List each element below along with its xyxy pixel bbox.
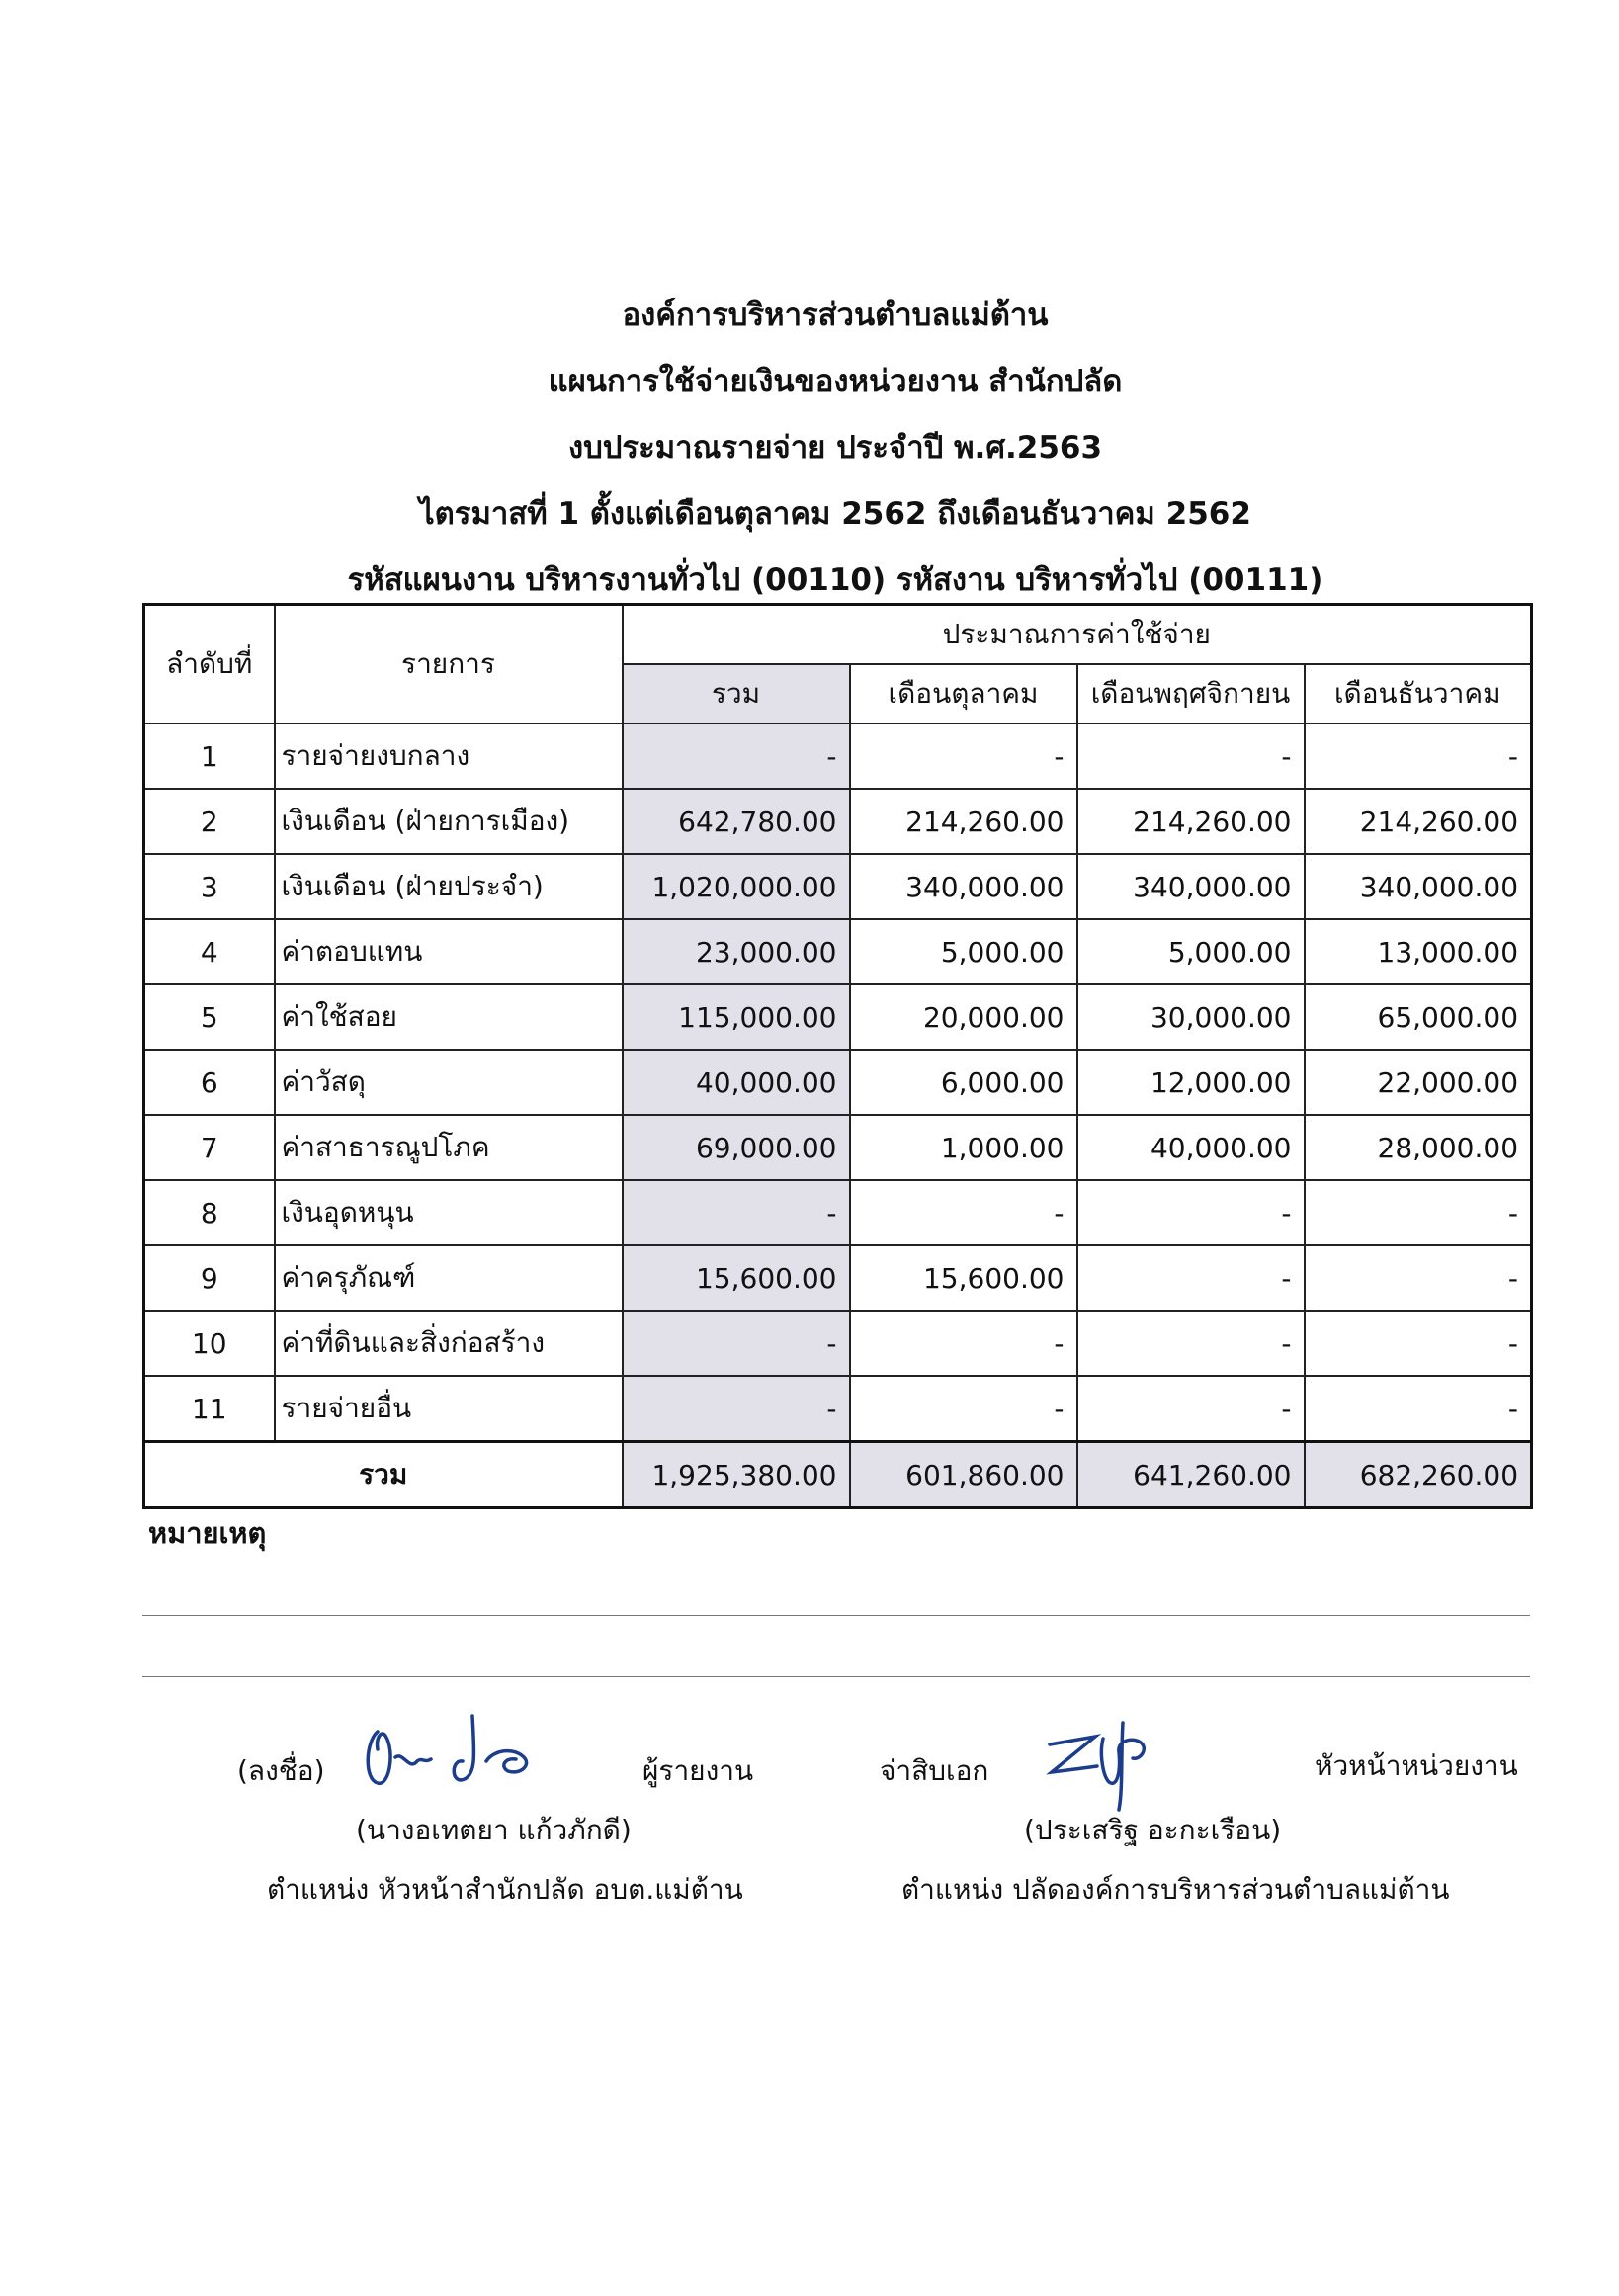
- row-item: เงินอุดหนุน: [275, 1180, 623, 1245]
- header-index: ลำดับที่: [144, 605, 275, 724]
- row-nov: -: [1077, 1376, 1305, 1442]
- row-total: 15,600.00: [623, 1245, 850, 1311]
- row-index: 8: [144, 1180, 275, 1245]
- row-item: รายจ่ายงบกลาง: [275, 723, 623, 789]
- row-index: 11: [144, 1376, 275, 1442]
- org-title: องค์การบริหารส่วนตำบลแม่ต้าน: [622, 298, 1049, 333]
- row-item: ค่าที่ดินและสิ่งก่อสร้าง: [275, 1311, 623, 1376]
- row-nov: -: [1077, 1180, 1305, 1245]
- row-dec: 65,000.00: [1305, 984, 1532, 1050]
- row-total: 1,020,000.00: [623, 854, 850, 919]
- table-row: [144, 1245, 1532, 1311]
- budget-table: [142, 603, 1533, 1509]
- row-dec: 340,000.00: [1305, 854, 1532, 919]
- row-nov: -: [1077, 723, 1305, 789]
- row-oct: 15,600.00: [850, 1245, 1077, 1311]
- approver-position: ตำแหน่ง ปลัดองค์การบริหารส่วนตำบลแม่ต้าน: [901, 1873, 1450, 1906]
- reporter-signature: [356, 1702, 563, 1801]
- row-nov: 5,000.00: [1077, 919, 1305, 984]
- row-item: เงินเดือน (ฝ่ายการเมือง): [275, 789, 623, 854]
- row-total: -: [623, 1376, 850, 1442]
- total-nov: 641,260.00: [1077, 1442, 1305, 1508]
- header-nov: เดือนพฤศจิกายน: [1077, 664, 1305, 723]
- row-item: เงินเดือน (ฝ่ายประจำ): [275, 854, 623, 919]
- total-row: [144, 1442, 1532, 1508]
- row-index: 10: [144, 1311, 275, 1376]
- row-index: 9: [144, 1245, 275, 1311]
- reporter-position: ตำแหน่ง หัวหน้าสำนักปลัด อบต.แม่ต้าน: [267, 1873, 743, 1906]
- table-row: [144, 789, 1532, 854]
- row-oct: -: [850, 723, 1077, 789]
- total-label: รวม: [144, 1442, 623, 1508]
- header-oct: เดือนตุลาคม: [850, 664, 1077, 723]
- row-dec: -: [1305, 1376, 1532, 1442]
- row-index: 5: [144, 984, 275, 1050]
- row-index: 3: [144, 854, 275, 919]
- row-total: -: [623, 1311, 850, 1376]
- row-total: 115,000.00: [623, 984, 850, 1050]
- row-nov: 40,000.00: [1077, 1115, 1305, 1180]
- table-row: [144, 1050, 1532, 1115]
- row-total: 642,780.00: [623, 789, 850, 854]
- table-row: [144, 1180, 1532, 1245]
- total-dec: 682,260.00: [1305, 1442, 1532, 1508]
- table-row: [144, 1376, 1532, 1442]
- row-item: ค่าวัสดุ: [275, 1050, 623, 1115]
- row-nov: 30,000.00: [1077, 984, 1305, 1050]
- approver-role: หัวหน้าหน่วยงาน: [1315, 1749, 1518, 1782]
- table-row: [144, 1311, 1532, 1376]
- codes-title: รหัสแผนงาน บริหารงานทั่วไป (00110) รหัสงาน บริหารทั่วไป (00111): [347, 562, 1323, 598]
- row-nov: 214,260.00: [1077, 789, 1305, 854]
- row-oct: 20,000.00: [850, 984, 1077, 1050]
- row-dec: -: [1305, 1180, 1532, 1245]
- reporter-name: (นางอเทตยา แก้วภักดี): [356, 1814, 632, 1846]
- row-dec: -: [1305, 723, 1532, 789]
- sign-prefix: (ลงชื่อ): [237, 1754, 325, 1787]
- table-row: [144, 854, 1532, 919]
- row-index: 4: [144, 919, 275, 984]
- row-item: ค่าตอบแทน: [275, 919, 623, 984]
- table-row: [144, 1115, 1532, 1180]
- plan-title: แผนการใช้จ่ายเงินของหน่วยงาน สำนักปลัด: [548, 364, 1123, 399]
- row-oct: 340,000.00: [850, 854, 1077, 919]
- row-index: 6: [144, 1050, 275, 1115]
- row-oct: -: [850, 1376, 1077, 1442]
- quarter-title: ไตรมาสที่ 1 ตั้งแต่เดือนตุลาคม 2562 ถึงเดือนธันวาคม 2562: [419, 496, 1251, 532]
- row-index: 2: [144, 789, 275, 854]
- row-dec: 214,260.00: [1305, 789, 1532, 854]
- table-row: [144, 919, 1532, 984]
- header-estimate-group: ประมาณการค่าใช้จ่าย: [623, 605, 1532, 665]
- row-total: 23,000.00: [623, 919, 850, 984]
- total-sum: 1,925,380.00: [623, 1442, 850, 1508]
- row-item: ค่าครุภัณฑ์: [275, 1245, 623, 1311]
- table-row: [144, 984, 1532, 1050]
- row-dec: 22,000.00: [1305, 1050, 1532, 1115]
- row-dec: 13,000.00: [1305, 919, 1532, 984]
- row-dec: -: [1305, 1311, 1532, 1376]
- row-item: รายจ่ายอื่น: [275, 1376, 623, 1442]
- approver-name: (ประเสริฐ อะกะเรือน): [1024, 1814, 1282, 1846]
- row-nov: -: [1077, 1311, 1305, 1376]
- approver-rank: จ่าสิบเอก: [880, 1754, 989, 1787]
- row-nov: -: [1077, 1245, 1305, 1311]
- row-nov: 12,000.00: [1077, 1050, 1305, 1115]
- row-item: ค่าสาธารณูปโภค: [275, 1115, 623, 1180]
- row-oct: -: [850, 1180, 1077, 1245]
- row-item: ค่าใช้สอย: [275, 984, 623, 1050]
- row-oct: 6,000.00: [850, 1050, 1077, 1115]
- header-item: รายการ: [275, 605, 623, 724]
- row-dec: -: [1305, 1245, 1532, 1311]
- row-oct: 5,000.00: [850, 919, 1077, 984]
- row-oct: -: [850, 1311, 1077, 1376]
- row-index: 1: [144, 723, 275, 789]
- row-dec: 28,000.00: [1305, 1115, 1532, 1180]
- remark-line-1: [142, 1615, 1530, 1616]
- document-header: [0, 283, 1619, 614]
- approver-signature: [1038, 1715, 1176, 1814]
- row-index: 7: [144, 1115, 275, 1180]
- remark-line-2: [142, 1676, 1530, 1677]
- remark-label: หมายเหตุ: [148, 1516, 267, 1550]
- row-total: -: [623, 1180, 850, 1245]
- row-total: 40,000.00: [623, 1050, 850, 1115]
- budget-year-title: งบประมาณรายจ่าย ประจำปี พ.ศ.2563: [567, 430, 1103, 466]
- row-total: -: [623, 723, 850, 789]
- table-row: [144, 723, 1532, 789]
- reporter-role: ผู้รายงาน: [642, 1754, 754, 1787]
- header-total: รวม: [623, 664, 850, 723]
- row-nov: 340,000.00: [1077, 854, 1305, 919]
- header-dec: เดือนธันวาคม: [1305, 664, 1532, 723]
- row-total: 69,000.00: [623, 1115, 850, 1180]
- row-oct: 1,000.00: [850, 1115, 1077, 1180]
- total-oct: 601,860.00: [850, 1442, 1077, 1508]
- row-oct: 214,260.00: [850, 789, 1077, 854]
